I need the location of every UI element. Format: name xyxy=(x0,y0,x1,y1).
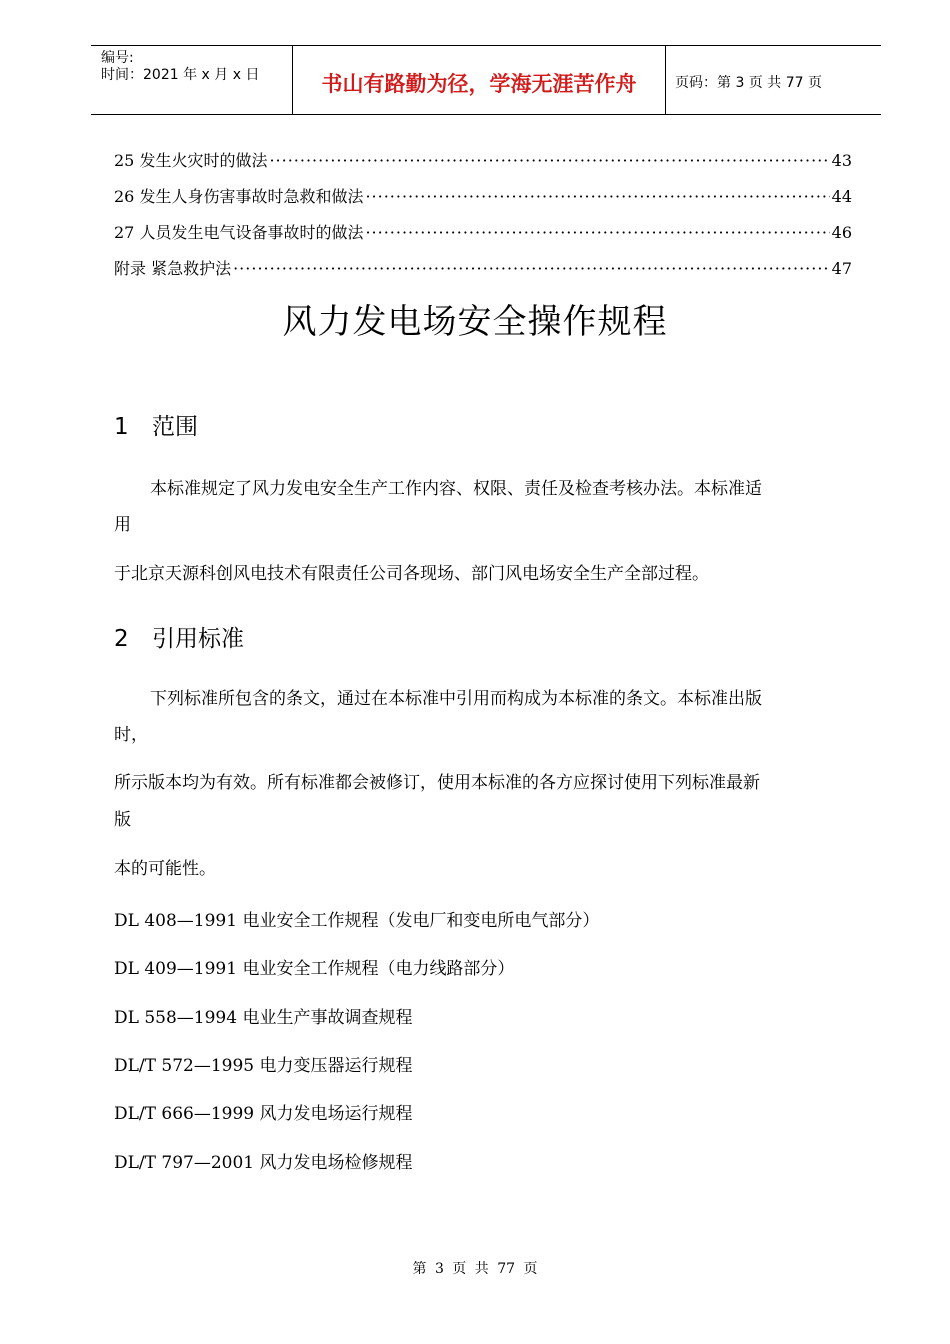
references-paragraph-line: 所示版本均为有效。所有标准都会被修订，使用本标准的各方应探讨使用下列标准最新 xyxy=(114,773,760,793)
header-motto: 书山有路勤为径，学海无涯苦作舟 xyxy=(321,72,637,96)
toc-leader-dots xyxy=(365,223,829,242)
reference-item: DL/T 666—1999 风力发电场运行规程 xyxy=(114,1104,413,1124)
section-title: 范围 xyxy=(152,414,198,440)
header-page-info: 页码：第 3 页 共 77 页 xyxy=(675,75,822,91)
toc-entry-title: 25 发生火灾时的做法 xyxy=(114,151,268,170)
toc-entry-page: 44 xyxy=(831,187,852,206)
reference-item: DL/T 797—2001 风力发电场检修规程 xyxy=(114,1153,413,1173)
table-of-contents xyxy=(114,148,852,292)
reference-item: DL/T 572—1995 电力变压器运行规程 xyxy=(114,1056,413,1076)
section-number: 2 xyxy=(114,626,129,652)
toc-entry[interactable] xyxy=(114,256,852,292)
references-paragraph-line: 版 xyxy=(114,810,131,830)
toc-entry[interactable] xyxy=(114,148,852,184)
toc-leader-dots xyxy=(233,259,830,278)
toc-entry[interactable] xyxy=(114,220,852,256)
toc-leader-dots xyxy=(269,151,829,170)
header-divider xyxy=(665,46,666,114)
toc-entry[interactable] xyxy=(114,184,852,220)
scope-paragraph-line: 本标准规定了风力发电安全生产工作内容、权限、责任及检查考核办法。本标准适 xyxy=(150,479,762,499)
toc-entry-title: 26 发生人身伤害事故时急救和做法 xyxy=(114,187,364,206)
reference-item: DL 409—1991 电业安全工作规程（电力线路部分） xyxy=(114,959,515,979)
reference-item: DL 558—1994 电业生产事故调查规程 xyxy=(114,1008,413,1028)
section-heading-references xyxy=(114,620,244,653)
section-title: 引用标准 xyxy=(152,626,244,652)
toc-entry-page: 47 xyxy=(831,259,852,278)
toc-entry-page: 43 xyxy=(831,151,852,170)
toc-entry-title: 27 人员发生电气设备事故时的做法 xyxy=(114,223,364,242)
section-heading-scope xyxy=(114,408,198,441)
header-time-label: 时间：2021 年 x 月 x 日 xyxy=(101,67,260,83)
toc-entry-title: 附录 紧急救护法 xyxy=(114,259,232,278)
reference-item: DL 408—1991 电业安全工作规程（发电厂和变电所电气部分） xyxy=(114,911,600,931)
page-header xyxy=(91,45,881,115)
scope-paragraph-line: 于北京天源科创风电技术有限责任公司各现场、部门风电场安全生产全部过程。 xyxy=(114,564,709,584)
document-title: 风力发电场安全操作规程 xyxy=(282,302,668,342)
section-number: 1 xyxy=(114,414,129,440)
scope-paragraph-line: 用 xyxy=(114,515,131,535)
references-paragraph-line: 时， xyxy=(114,725,148,745)
page-footer: 第 3 页 共 77 页 xyxy=(412,1261,538,1277)
header-number-label: 编号: xyxy=(101,50,134,66)
header-meta xyxy=(101,50,259,84)
references-paragraph-line: 本的可能性。 xyxy=(114,859,216,879)
references-paragraph-line: 下列标准所包含的条文，通过在本标准中引用而构成为本标准的条文。本标准出版 xyxy=(150,689,762,709)
toc-entry-page: 46 xyxy=(831,223,852,242)
toc-leader-dots xyxy=(365,187,829,206)
